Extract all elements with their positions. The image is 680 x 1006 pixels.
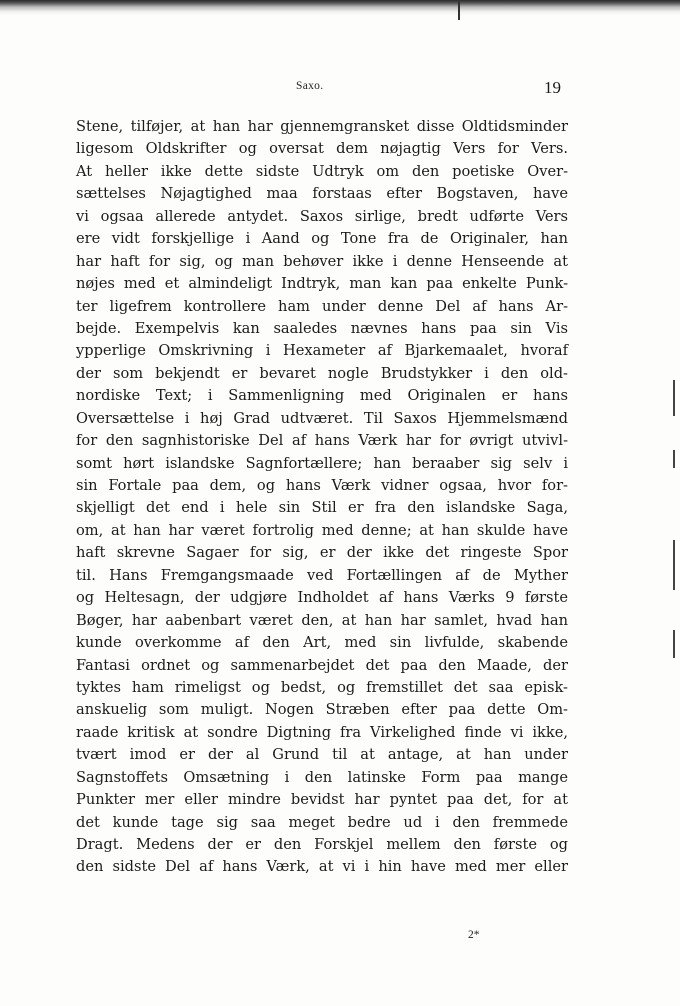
text-line: den sidste Del af hans Værk, at vi i hin have med mer eller — [76, 858, 568, 876]
text-line: ter ligefrem kontrollere ham under denne Del af hans Ar- — [76, 297, 568, 315]
text-line: bejde. Exempelvis kan saaledes nævnes hans paa sin Vis — [76, 319, 568, 337]
text-line: Dragt. Medens der er den Forskjel mellem den første og — [76, 836, 568, 853]
page-edge-notch — [458, 0, 460, 20]
text-line: Stene, tilføjer, at han har gjennemgransket disse Oldtidsminder — [76, 118, 568, 135]
text-line: nordiske Text; i Sammenligning med Originalen er hans — [76, 387, 568, 405]
text-line: somt hørt islandske Sagnfortællere; han beraaber sig selv i — [76, 454, 568, 472]
text-line: tyktes ham rimeligst og bedst, og fremstillet det saa episk- — [76, 678, 568, 696]
text-line: Punkter mer eller mindre bevidst har pyntet paa det, for at — [76, 791, 568, 809]
text-line: skjelligt det end i hele sin Stil er fra den islandske Saga, — [76, 499, 568, 517]
text-line: raade kritisk at sondre Digtning fra Virkelighed finde vi ikke, — [76, 723, 568, 741]
text-line: kunde overkomme af den Art, med sin livfulde, skabende — [76, 634, 568, 652]
signature-mark: 2* — [468, 929, 480, 941]
body-text — [76, 116, 568, 879]
text-line: ligesom Oldskrifter og oversat dem nøjagtig Vers for Vers. — [76, 140, 568, 158]
text-line: om, at han har været fortrolig med denne; at han skulde have — [76, 521, 568, 539]
text-line: Oversættelse i høj Grad udtværet. Til Saxos Hjemmelsmænd — [76, 409, 568, 427]
text-line: vi ogsaa allerede antydet. Saxos sirlige, bredt udførte Vers — [76, 207, 568, 225]
text-line: At heller ikke dette sidste Udtryk om den poetiske Over- — [76, 162, 568, 180]
text-line: Bøger, har aabenbart været den, at han har samlet, hvad han — [76, 611, 568, 629]
text-line: Fantasi ordnet og sammenarbejdet det paa den Maade, der — [76, 656, 568, 674]
page-right-edge-marks — [673, 380, 676, 670]
text-line: der som bekjendt er bevaret nogle Brudstykker i den old- — [76, 364, 568, 382]
text-line: haft skrevne Sagaer for sig, er der ikke det ringeste Spor — [76, 544, 568, 562]
page-number: 19 — [544, 78, 561, 97]
text-line: anskuelig som muligt. Nogen Stræben efter paa dette Om- — [76, 701, 568, 719]
text-line: Sagnstoffets Omsætning i den latinske Form paa mange — [76, 768, 568, 786]
text-line: tvært imod er der al Grund til at antage, at han under — [76, 746, 568, 764]
text-line: det kunde tage sig saa meget bedre ud i den fremmede — [76, 813, 568, 831]
text-line: har haft for sig, og man behøver ikke i denne Henseende at — [76, 252, 568, 270]
text-line: sin Fortale paa dem, og hans Værk vidner ogsaa, hvor for- — [76, 477, 568, 494]
text-line: sættelses Nøjagtighed maa forstaas efter Bogstaven, have — [76, 185, 568, 203]
text-line: til. Hans Fremgangsmaade ved Fortællingen af de Myther — [76, 566, 568, 584]
text-line: ypperlige Omskrivning i Hexameter af Bjarkemaalet, hvoraf — [76, 342, 568, 360]
page-top-edge-shadow — [0, 0, 680, 16]
text-line: nøjes med et almindeligt Indtryk, man kan paa enkelte Punk- — [76, 275, 568, 293]
text-line: ere vidt forskjellige i Aand og Tone fra de Originaler, han — [76, 230, 568, 248]
text-line: og Heltesagn, der udgjøre Indholdet af hans Værks 9 første — [76, 589, 568, 607]
running-head: Saxo. — [296, 80, 324, 92]
text-line: for den sagnhistoriske Del af hans Værk har for øvrigt utvivl- — [76, 432, 568, 450]
